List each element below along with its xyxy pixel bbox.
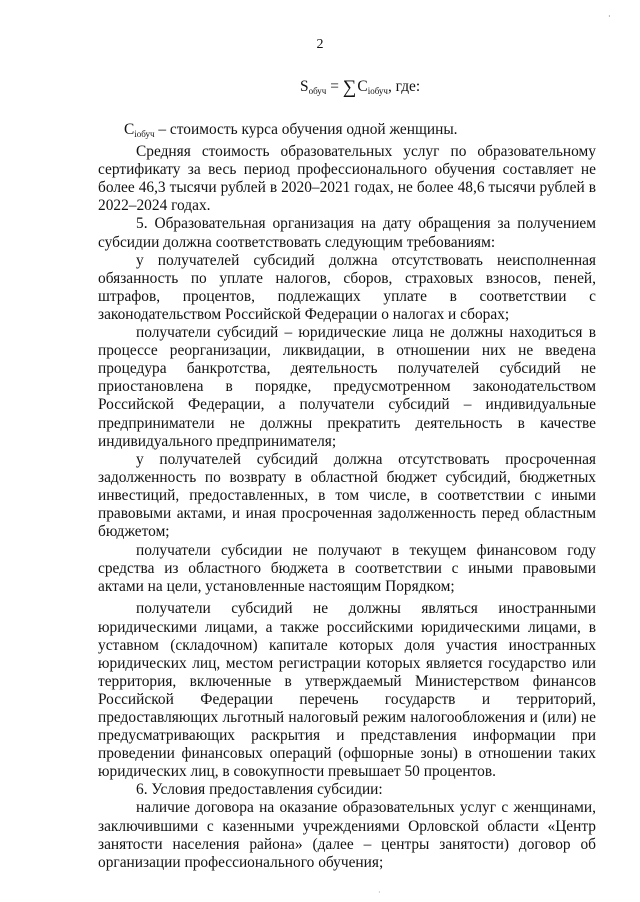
formula-lhs: S (300, 78, 309, 95)
formula-term-subscript: iобуч (367, 86, 388, 96)
paragraph-section-5: 5. Образовательная организация на дату обращения за получением субсидии должна соответствовать следующим требованиям: (98, 215, 596, 251)
formula-term: C (357, 78, 368, 95)
definition-term-subscript: iобуч (134, 129, 155, 139)
document-body (98, 121, 596, 872)
paragraph-no-tax-debt: у получателей субсидий должна отсутствовать неисполненная обязанность по уплате налогов, сборов, страховых взносов, пеней, штрафов, процентов, подлежащих уплате в соответствии с законодательством Российской Федерации о налогах и сборах; (98, 251, 596, 323)
formula-equals: = (330, 78, 339, 95)
formula-lhs-subscript: обуч (308, 86, 327, 96)
page-number: 2 (316, 37, 324, 52)
paragraph-no-reorganization: получатели субсидий – юридические лица не должны находиться в процессе реорганизации, ликвидации, в отношении них не введена процедура банкротства, деятельность получателей субсидий не приостановлена в порядке, предусмотренном законодательством Российской Федерации, а получатели субсидий – индивидуальные предприниматели не должны прекратить деятельность в качестве индивидуального предпринимателя; (98, 324, 596, 450)
definition-text: – стоимость курса обучения одной женщины. (154, 121, 458, 138)
scan-bottom-mark: · (378, 888, 381, 897)
scan-corner-mark: · (608, 12, 611, 21)
paragraph-section-6: 6. Условия предоставления субсидии: (136, 781, 383, 799)
formula-tail: , где: (387, 78, 421, 95)
cost-formula (300, 78, 420, 100)
paragraph-not-foreign: получатели субсидий не должны являться иностранными юридическими лицами, а также российскими юридическими лицами, в уставном (складочном) капитале которых доля участия иностранных юридических лиц, местом регистрации которых является государство или территория, включенные в утверждаемый Министерством финансов Российской Федерации перечень государств и территорий, предоставляющих льготный налоговый режим налогообложения и (или) не предусматривающих раскрытия и представления информации при проведении финансовых операций (офшорные зоны) в отношении таких юридических лиц, в совокупности превышает 50 процентов. (98, 600, 596, 781)
paragraph-no-overdue-debt: у получателей субсидий должна отсутствовать просроченная задолженность по возврату в областной бюджет субсидий, бюджетных инвестиций, предоставленных, в том числе, в соответствии с иными правовыми актами, и иная просроченная задолженность перед областным бюджетом; (98, 450, 596, 541)
definition-term: C (124, 121, 135, 138)
paragraph-average-cost: Средняя стоимость образовательных услуг по образовательному сертификату за весь период профессионального обучения составляет не более 46,3 тысячи рублей в 2020–2021 годах, не более 48,6 тысячи рублей в 2022–2024 годах. (98, 143, 596, 215)
paragraph-no-other-funds: получатели субсидии не получают в текущем финансовом году средства из областного бюджета в соответствии с иными правовыми актами на цели, установленные настоящим Порядком; (98, 542, 596, 596)
definition-paragraph (98, 121, 596, 143)
sum-symbol: ∑ (342, 77, 357, 98)
paragraph-contract-condition: наличие договора на оказание образовательных услуг с женщинами, заключившими с казенными учреждениями Орловской области «Центр занятости населения района» (далее – центры занятости) договор об организации профессионального обучения; (98, 799, 596, 871)
